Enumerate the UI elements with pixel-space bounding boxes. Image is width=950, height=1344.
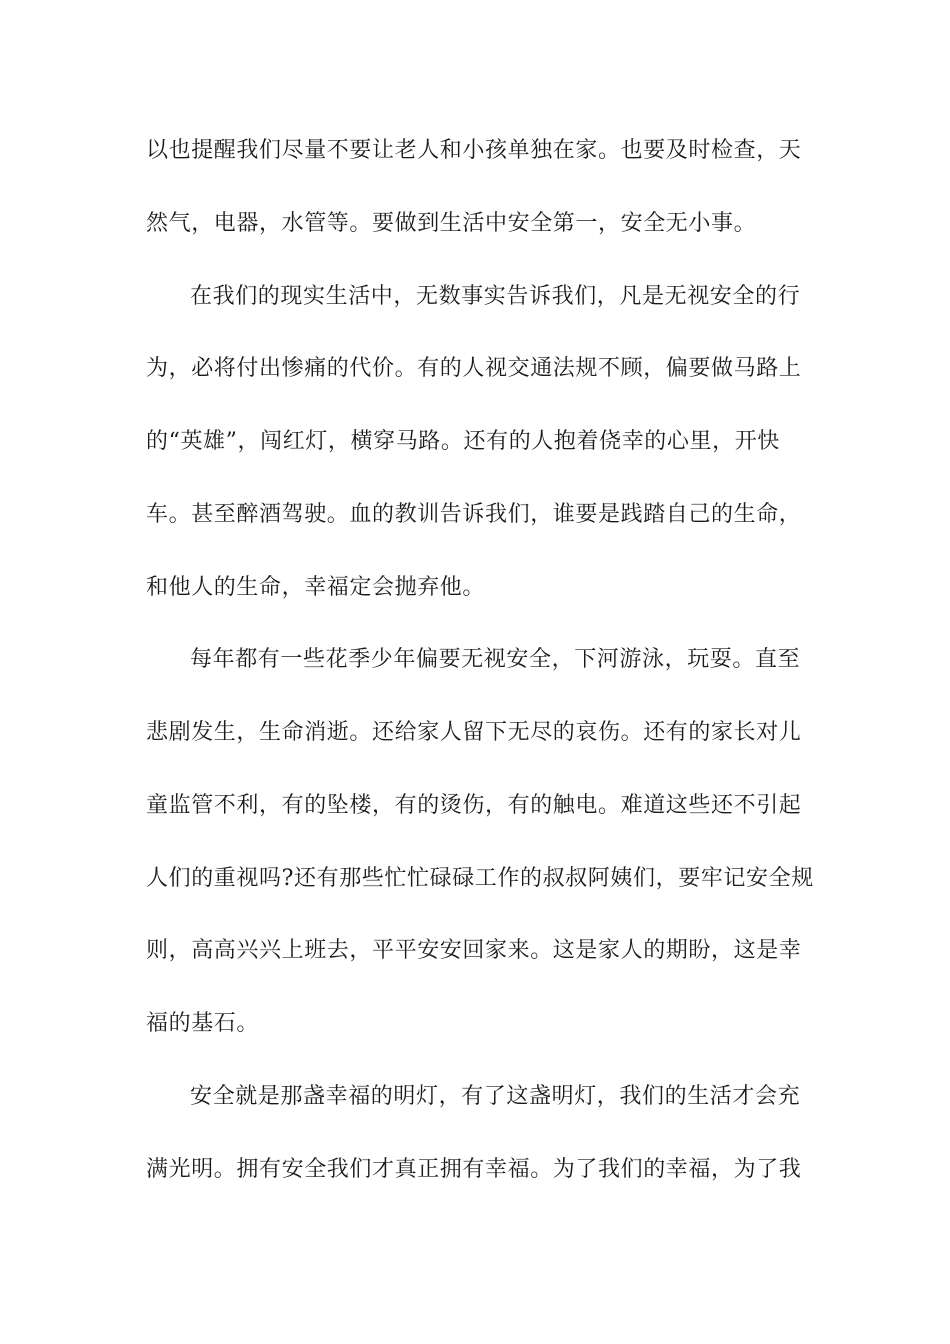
text-line-15: 满光明。拥有安全我们才真正拥有幸福。为了我们的幸福，为了我 bbox=[146, 1157, 802, 1182]
text-line-2: 然气，电器，水管等。要做到生活中安全第一，安全无小事。 bbox=[146, 211, 757, 236]
text-line-12: 则，高高兴兴上班去，平平安安回家来。这是家人的期盼，这是幸 bbox=[146, 938, 802, 963]
text-line-1: 以也提醒我们尽量不要让老人和小孩单独在家。也要及时检查，天 bbox=[146, 138, 802, 163]
text-line-3: 在我们的现实生活中，无数事实告诉我们，凡是无视安全的行 bbox=[190, 284, 801, 309]
text-line-11: 人们的重视吗?还有那些忙忙碌碌工作的叔叔阿姨们，要牢记安全规 bbox=[146, 866, 814, 891]
text-line-9: 悲剧发生，生命消逝。还给家人留下无尽的哀伤。还有的家长对儿 bbox=[146, 720, 802, 745]
text-line-14: 安全就是那盏幸福的明灯，有了这盏明灯，我们的生活才会充 bbox=[190, 1084, 801, 1109]
text-line-8: 每年都有一些花季少年偏要无视安全，下河游泳，玩耍。直至 bbox=[190, 647, 801, 672]
text-line-7: 和他人的生命，幸福定会抛弃他。 bbox=[146, 575, 486, 600]
text-line-4: 为，必将付出惨痛的代价。有的人视交通法规不顾，偏要做马路上 bbox=[146, 356, 802, 381]
text-line-5: 的“英雄”，闯红灯，横穿马路。还有的人抱着侥幸的心里，开快 bbox=[146, 429, 780, 454]
text-line-10: 童监管不利，有的坠楼，有的烫伤，有的触电。难道这些还不引起 bbox=[146, 793, 802, 818]
text-line-13: 福的基石。 bbox=[146, 1011, 260, 1036]
text-line-6: 车。甚至醉酒驾驶。血的教训告诉我们，谁要是践踏自己的生命， bbox=[146, 502, 802, 527]
